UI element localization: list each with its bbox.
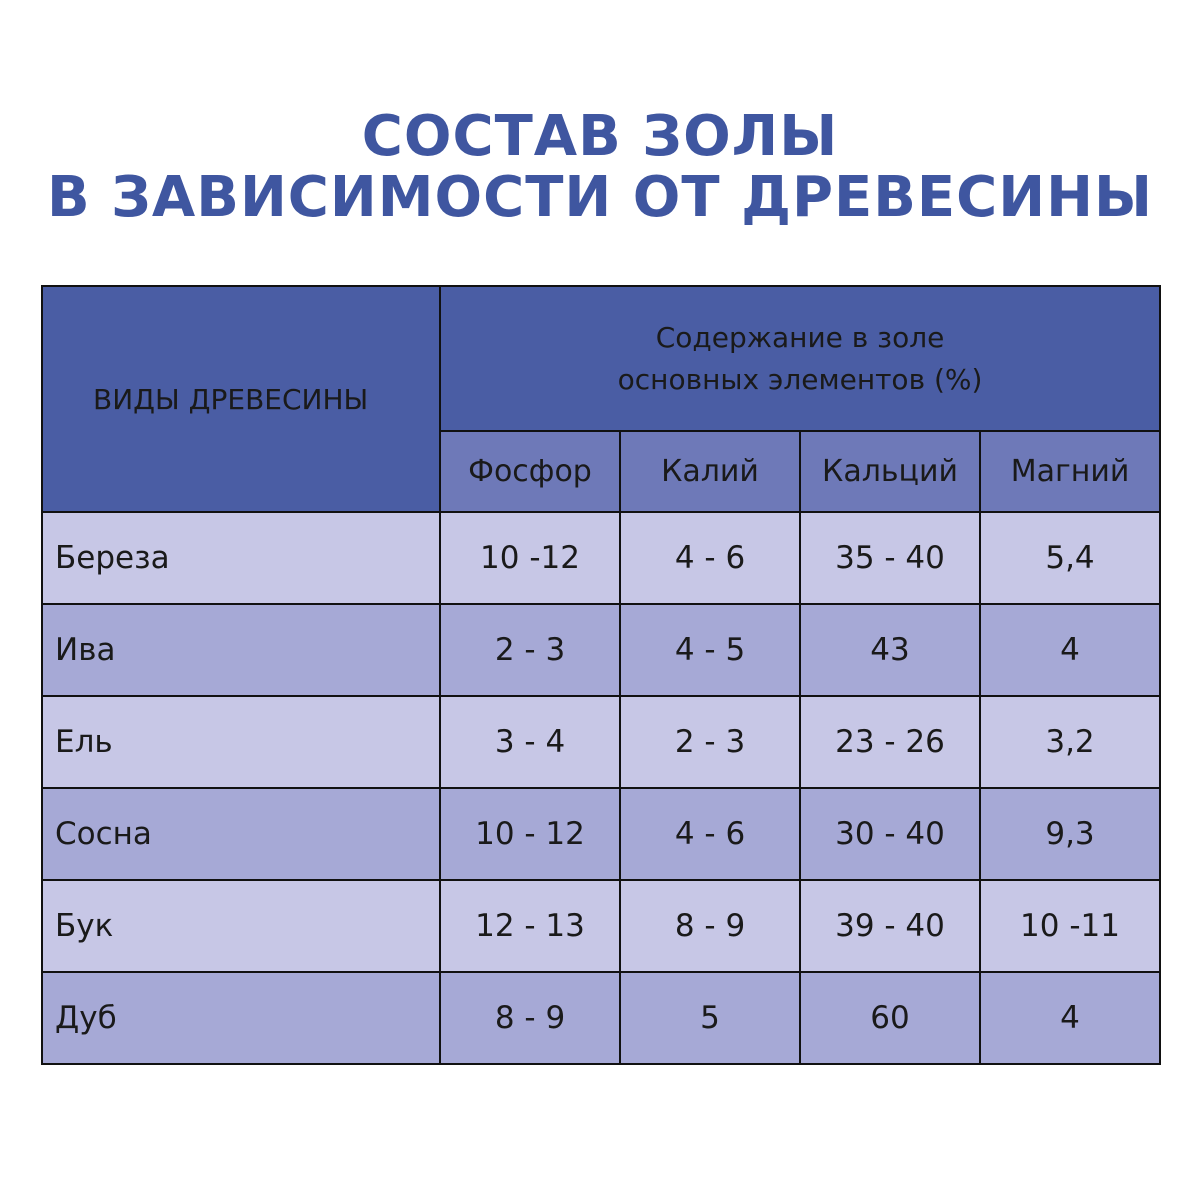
magnesium-cell: 3,2	[980, 696, 1160, 788]
species-cell: Сосна	[42, 788, 440, 880]
table-row	[42, 696, 1160, 788]
phosphorus-cell: 10 - 12	[440, 788, 620, 880]
potassium-cell: 5	[620, 972, 800, 1064]
phosphorus-cell: 8 - 9	[440, 972, 620, 1064]
element-header-potassium: Калий	[620, 431, 800, 512]
magnesium-cell: 9,3	[980, 788, 1160, 880]
table-row	[42, 512, 1160, 604]
table-header-row	[42, 286, 1160, 431]
species-column-header: ВИДЫ ДРЕВЕСИНЫ	[42, 286, 440, 512]
species-cell: Береза	[42, 512, 440, 604]
table-row	[42, 880, 1160, 972]
phosphorus-cell: 12 - 13	[440, 880, 620, 972]
potassium-cell: 4 - 6	[620, 512, 800, 604]
species-cell: Бук	[42, 880, 440, 972]
ash-composition-table	[41, 285, 1161, 1065]
calcium-cell: 43	[800, 604, 980, 696]
title-line-2: В ЗАВИСИМОСТИ ОТ ДРЕВЕСИНЫ	[46, 165, 1154, 230]
magnesium-cell: 4	[980, 972, 1160, 1064]
potassium-cell: 4 - 6	[620, 788, 800, 880]
species-cell: Дуб	[42, 972, 440, 1064]
magnesium-cell: 5,4	[980, 512, 1160, 604]
table-row	[42, 604, 1160, 696]
phosphorus-cell: 3 - 4	[440, 696, 620, 788]
table-row	[42, 972, 1160, 1064]
title-line-1: СОСТАВ ЗОЛЫ	[361, 104, 839, 169]
group-header-line-2: основных элементов (%)	[617, 362, 983, 396]
potassium-cell: 2 - 3	[620, 696, 800, 788]
potassium-cell: 4 - 5	[620, 604, 800, 696]
element-header-phosphorus: Фосфор	[440, 431, 620, 512]
species-cell: Ива	[42, 604, 440, 696]
element-header-calcium: Кальций	[800, 431, 980, 512]
phosphorus-cell: 10 -12	[440, 512, 620, 604]
calcium-cell: 35 - 40	[800, 512, 980, 604]
calcium-cell: 60	[800, 972, 980, 1064]
table-row	[42, 788, 1160, 880]
group-header-line-1: Содержание в золе	[655, 320, 945, 354]
elements-group-header	[440, 286, 1160, 431]
magnesium-cell: 10 -11	[980, 880, 1160, 972]
element-header-magnesium: Магний	[980, 431, 1160, 512]
calcium-cell: 39 - 40	[800, 880, 980, 972]
calcium-cell: 30 - 40	[800, 788, 980, 880]
species-cell: Ель	[42, 696, 440, 788]
potassium-cell: 8 - 9	[620, 880, 800, 972]
magnesium-cell: 4	[980, 604, 1160, 696]
calcium-cell: 23 - 26	[800, 696, 980, 788]
phosphorus-cell: 2 - 3	[440, 604, 620, 696]
